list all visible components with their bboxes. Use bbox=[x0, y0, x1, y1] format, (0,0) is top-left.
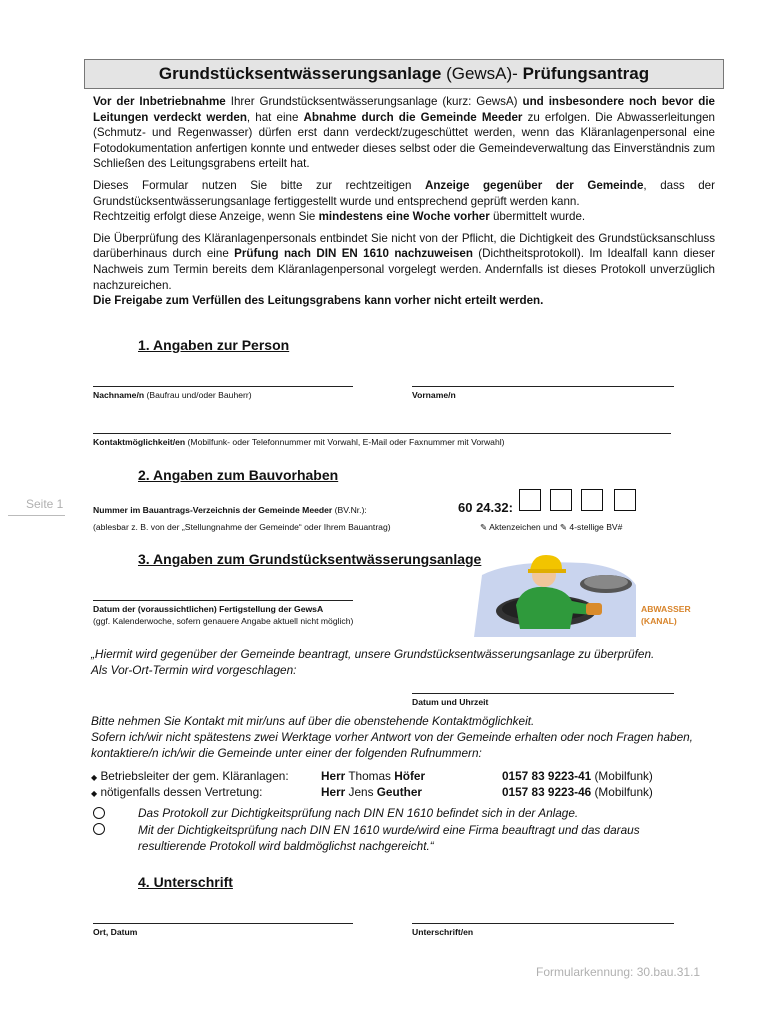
page-title bbox=[84, 59, 724, 89]
page-number-divider bbox=[8, 515, 65, 516]
bv-box-hint: ✎ Aktenzeichen und ✎ 4-stellige BV# bbox=[480, 522, 623, 532]
datetime-field[interactable] bbox=[412, 693, 674, 694]
option-2-radio[interactable] bbox=[93, 823, 105, 835]
sewer-worker-illustration bbox=[474, 545, 640, 637]
intro-text bbox=[93, 94, 715, 315]
section-4-heading: 4. Unterschrift bbox=[138, 874, 233, 890]
place-date-label: Ort, Datum bbox=[93, 927, 138, 937]
request-text bbox=[91, 646, 731, 678]
request-line-2: Als Vor-Ort-Termin wird vorgeschlagen: bbox=[91, 663, 297, 677]
section-3-heading: 3. Angaben zum Grundstücksentwässerungsanlage bbox=[138, 551, 482, 567]
completion-date-label: Datum der (voraussichtlichen) Fertigstellung der GewsA bbox=[93, 604, 324, 614]
bv-number-hint: (ablesbar z. B. von der „Stellungnahme der Gemeinde“ oder Ihrem Bauantrag) bbox=[93, 522, 391, 532]
section-1-heading: 1. Angaben zur Person bbox=[138, 337, 290, 353]
title-main: Grundstücksentwässerungsanlage bbox=[158, 64, 442, 83]
title-suffix: Prüfungsantrag bbox=[522, 64, 650, 83]
form-id: Formularkennung: 30.bau.31.1 bbox=[536, 965, 701, 979]
bv-number-label: Nummer im Bauantrags-Verzeichnis der Gemeinde Meeder (BV.Nr.): bbox=[93, 505, 367, 515]
contact-instructions-2: Sofern ich/wir nicht spätestens zwei Werktage vorher Antwort von der Gemeinde erhalten oder noch Fragen haben, kontaktiere/n ich/wir die Gemeinde unter einer der folgenden Rufnummern: bbox=[91, 730, 693, 760]
contact-field[interactable] bbox=[93, 433, 671, 434]
intro-paragraph-3: Die Überprüfung des Kläranlagenpersonals entbindet Sie nicht von der Pflicht, die Dichtigkeit des Grundstücksanschluss darüberhinaus durch eine Prüfung nach DIN EN 1610 nachzuweisen (Dichtheitsprotokoll). Im Idealfall kann dieser Nachweis zum Termin bereits dem Kläranlagenpersonal vorgelegt werden. Andernfalls ist dieses Protokoll unverzüglich nachzureichen. Die Freigabe zum Verfüllen des Leitungsgrabens kann vorher nicht erteilt werden. bbox=[93, 231, 715, 308]
bv-digit-box-4[interactable] bbox=[614, 489, 636, 511]
completion-date-hint: (ggf. Kalenderwoche, sofern genauere Angabe aktuell nicht möglich) bbox=[93, 616, 354, 626]
contact-label: Kontaktmöglichkeit/en (Mobilfunk- oder Telefonnummer mit Vorwahl, E-Mail oder Faxnummer mit Vorwahl) bbox=[93, 437, 505, 447]
intro-paragraph-1: Vor der Inbetriebnahme Ihrer Grundstücksentwässerungsanlage (kurz: GewsA) und insbesondere noch bevor die Leitungen verdeckt werden, hat eine Abnahme durch die Gemeinde Meeder zu erfolgen. Die Abwasserleitungen (Schmutz- und Regenwasser) dürfen erst dann verdeckt/zugeschüttet werden, wenn das Kläranlagenpersonal eine Fotodokumentation anfertigen konnte und entweder dieses selbst oder die Gemeindeverwaltung das Einverständnis zum Schließen des Leitungsgrabens erteilt hat. bbox=[93, 95, 716, 171]
list-item: ◆ Betriebsleiter der gem. Kläranlagen: Herr Thomas Höfer 0157 83 9223-41 (Mobilfunk) bbox=[91, 769, 653, 783]
bv-digit-box-2[interactable] bbox=[550, 489, 572, 511]
datetime-label: Datum und Uhrzeit bbox=[412, 697, 489, 707]
contact-instructions-1: Bitte nehmen Sie Kontakt mit mir/uns auf über die obenstehende Kontaktmöglichkeit. bbox=[91, 714, 535, 728]
firstname-label: Vorname/n bbox=[412, 390, 456, 400]
bv-prefix: 60 24.32: bbox=[458, 500, 513, 515]
contact-instructions bbox=[91, 713, 723, 761]
image-label-abwasser: ABWASSER bbox=[641, 604, 691, 614]
lastname-label: Nachname/n (Baufrau und/oder Bauherr) bbox=[93, 390, 252, 400]
intro-paragraph-2: Dieses Formular nutzen Sie bitte zur rechtzeitigen Anzeige gegenüber der Gemeinde, dass der Grundstücksentwässerungsanlage fertiggestellt wurde und entsprechend geprüft werden kann. Rechtzeitig erfolgt diese Anzeige, wenn Sie mindestens eine Woche vorher übermittelt wurde. bbox=[93, 178, 715, 224]
place-date-field[interactable] bbox=[93, 923, 353, 924]
signature-label: Unterschrift/en bbox=[412, 927, 474, 937]
option-2-label: Mit der Dichtigkeitsprüfung nach DIN EN 1610 wurde/wird eine Firma beauftragt und das daraus resultierende Protokoll wird baldmöglichst nachgereicht.“ bbox=[138, 823, 640, 853]
lastname-field[interactable] bbox=[93, 386, 353, 387]
completion-date-field[interactable] bbox=[93, 600, 353, 601]
request-line-1: „Hiermit wird gegenüber der Gemeinde beantragt, unsere Grundstücksentwässerungsanlage zu überprüfen. bbox=[91, 647, 655, 661]
section-2-heading: 2. Angaben zum Bauvorhaben bbox=[138, 467, 339, 483]
list-item: ◆ nötigenfalls dessen Vertretung: Herr Jens Geuther 0157 83 9223-46 (Mobilfunk) bbox=[91, 785, 653, 799]
firstname-field[interactable] bbox=[412, 386, 674, 387]
page-number: Seite 1 bbox=[26, 497, 64, 511]
contact-list bbox=[91, 768, 711, 800]
title-abbr: (GewsA)- bbox=[446, 64, 518, 83]
bv-digit-box-3[interactable] bbox=[581, 489, 603, 511]
option-1-radio[interactable] bbox=[93, 807, 105, 819]
bv-digit-box-1[interactable] bbox=[519, 489, 541, 511]
option-1-label: Das Protokoll zur Dichtigkeitsprüfung nach DIN EN 1610 befindet sich in der Anlage. bbox=[138, 806, 579, 820]
image-label-kanal: (KANAL) bbox=[641, 616, 677, 626]
signature-field[interactable] bbox=[412, 923, 674, 924]
